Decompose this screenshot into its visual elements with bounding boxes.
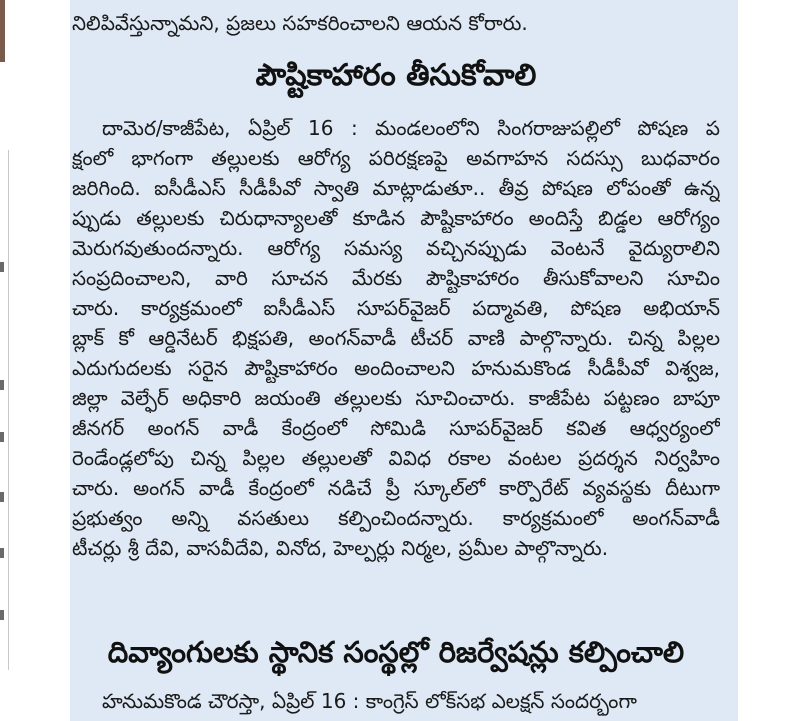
article-1-line: మెరుగవుతుందన్నారు. ఆరోగ్య సమస్య వచ్చినప్పుడు వెంటనే వైద్యురాలిని xyxy=(72,236,720,260)
right-margin xyxy=(738,0,800,721)
article-1-line: ఎదుగుదలకు సరైన పౌష్టికాహారం అందించాలని హనుమకొండ సీడీపీవో విశ్వజ, xyxy=(72,356,720,380)
article-1-line: టీచర్లు శ్రీ దేవి, వాసవీదేవి, వినోద, హెల్పర్లు నిర్మల, ప్రమీల పాల్గొన్నారు. xyxy=(72,536,609,560)
article-1-line: ప్రభుత్వం అన్ని వసతులు కల్పించిందన్నారు. కార్యక్రమంలో అంగన్‌వాడీ xyxy=(72,506,720,530)
article-1-headline: పౌష్టికాహారం తీసుకోవాలి xyxy=(255,58,537,93)
article-1-line: జీనగర్ అంగన్ వాడీ కేంద్రంలో సోమిడి సూపర్‌వైజర్ కవిత ఆధ్వర్యంలో xyxy=(72,416,720,440)
article-1-line: బ్లాక్ కో ఆర్డినేటర్ భిక్షపతి, అంగన్‌వాడీ టీచర్ వాణి పాల్గొన్నారు. చిన్న పిల్లల xyxy=(72,326,720,350)
adjacent-text-fragment xyxy=(0,492,4,502)
article-2-headline: దివ్యాంగులకు స్థానిక సంస్థల్లో రిజర్వేషన్లు కల్పించాలి xyxy=(107,635,685,669)
article-1-line: చారు. కార్యక్రమంలో ఐసీడీఎస్ సూపర్‌వైజర్ పద్మావతి, పోషణ అభియాన్ xyxy=(72,296,720,320)
previous-article-tail: నిలిపివేస్తున్నామని, ప్రజలు సహకరించాలని ఆయన కోరారు. xyxy=(72,11,528,35)
adjacent-photo-fragment xyxy=(0,0,5,62)
article-1-line: చారు. అంగన్ వాడీ కేంద్రంలో నడిచే ప్రీ స్కూల్‌లో కార్పొరేట్ వ్యవస్థకు దీటుగా xyxy=(72,476,720,500)
article-1-line: క్షంలో భాగంగా తల్లులకు ఆరోగ్య పరిరక్షణపై అవగాహన సదస్సు బుధవారం xyxy=(72,146,720,170)
adjacent-text-fragment xyxy=(0,380,4,390)
adjacent-text-fragment xyxy=(0,610,4,620)
article-1-line: జిల్లా వెల్ఫేర్ అధికారి జయంతి తల్లులకు సూచించారు. కాజీపేట పట్టణం బాపూ xyxy=(72,386,720,410)
article-1-line: ప్పుడు తల్లులకు చిరుధాన్యాలతో కూడిన పౌష్టికాహారం అందిస్తే బిడ్డల ఆరోగ్యం xyxy=(72,206,720,230)
article-1-line: దామెర/కాజీపేట, ఏప్రిల్ 16 : మండలంలోని సింగరాజుపల్లిలో పోషణ ప xyxy=(102,116,720,140)
column-rule xyxy=(8,150,9,670)
article-2-line: హనుమకొండ చౌరస్తా, ఏప్రిల్ 16 : కాంగ్రెస్ లోక్‌సభ ఎలక్షన్ సందర్భంగా xyxy=(102,689,637,713)
article-1-line: జరిగింది. ఐసీడీఎస్ సీడీపీవో స్వాతి మాట్లాడుతూ.. తీవ్ర పోషణ లోపంతో ఉన్న xyxy=(72,176,720,200)
adjacent-text-fragment xyxy=(0,432,4,442)
article-1-line: రెండేండ్లలోపు చిన్న పిల్లల తల్లులతో వివిధ రకాల వంటల ప్రదర్శన నిర్వహిం xyxy=(72,446,720,470)
adjacent-text-fragment xyxy=(0,548,4,558)
adjacent-page-strip xyxy=(0,0,70,721)
article-1-line: సంప్రదించాలని, వారి సూచన మేరకు పౌష్టికాహారం తీసుకోవాలని సూచిం xyxy=(72,266,720,290)
adjacent-text-fragment xyxy=(0,262,4,272)
